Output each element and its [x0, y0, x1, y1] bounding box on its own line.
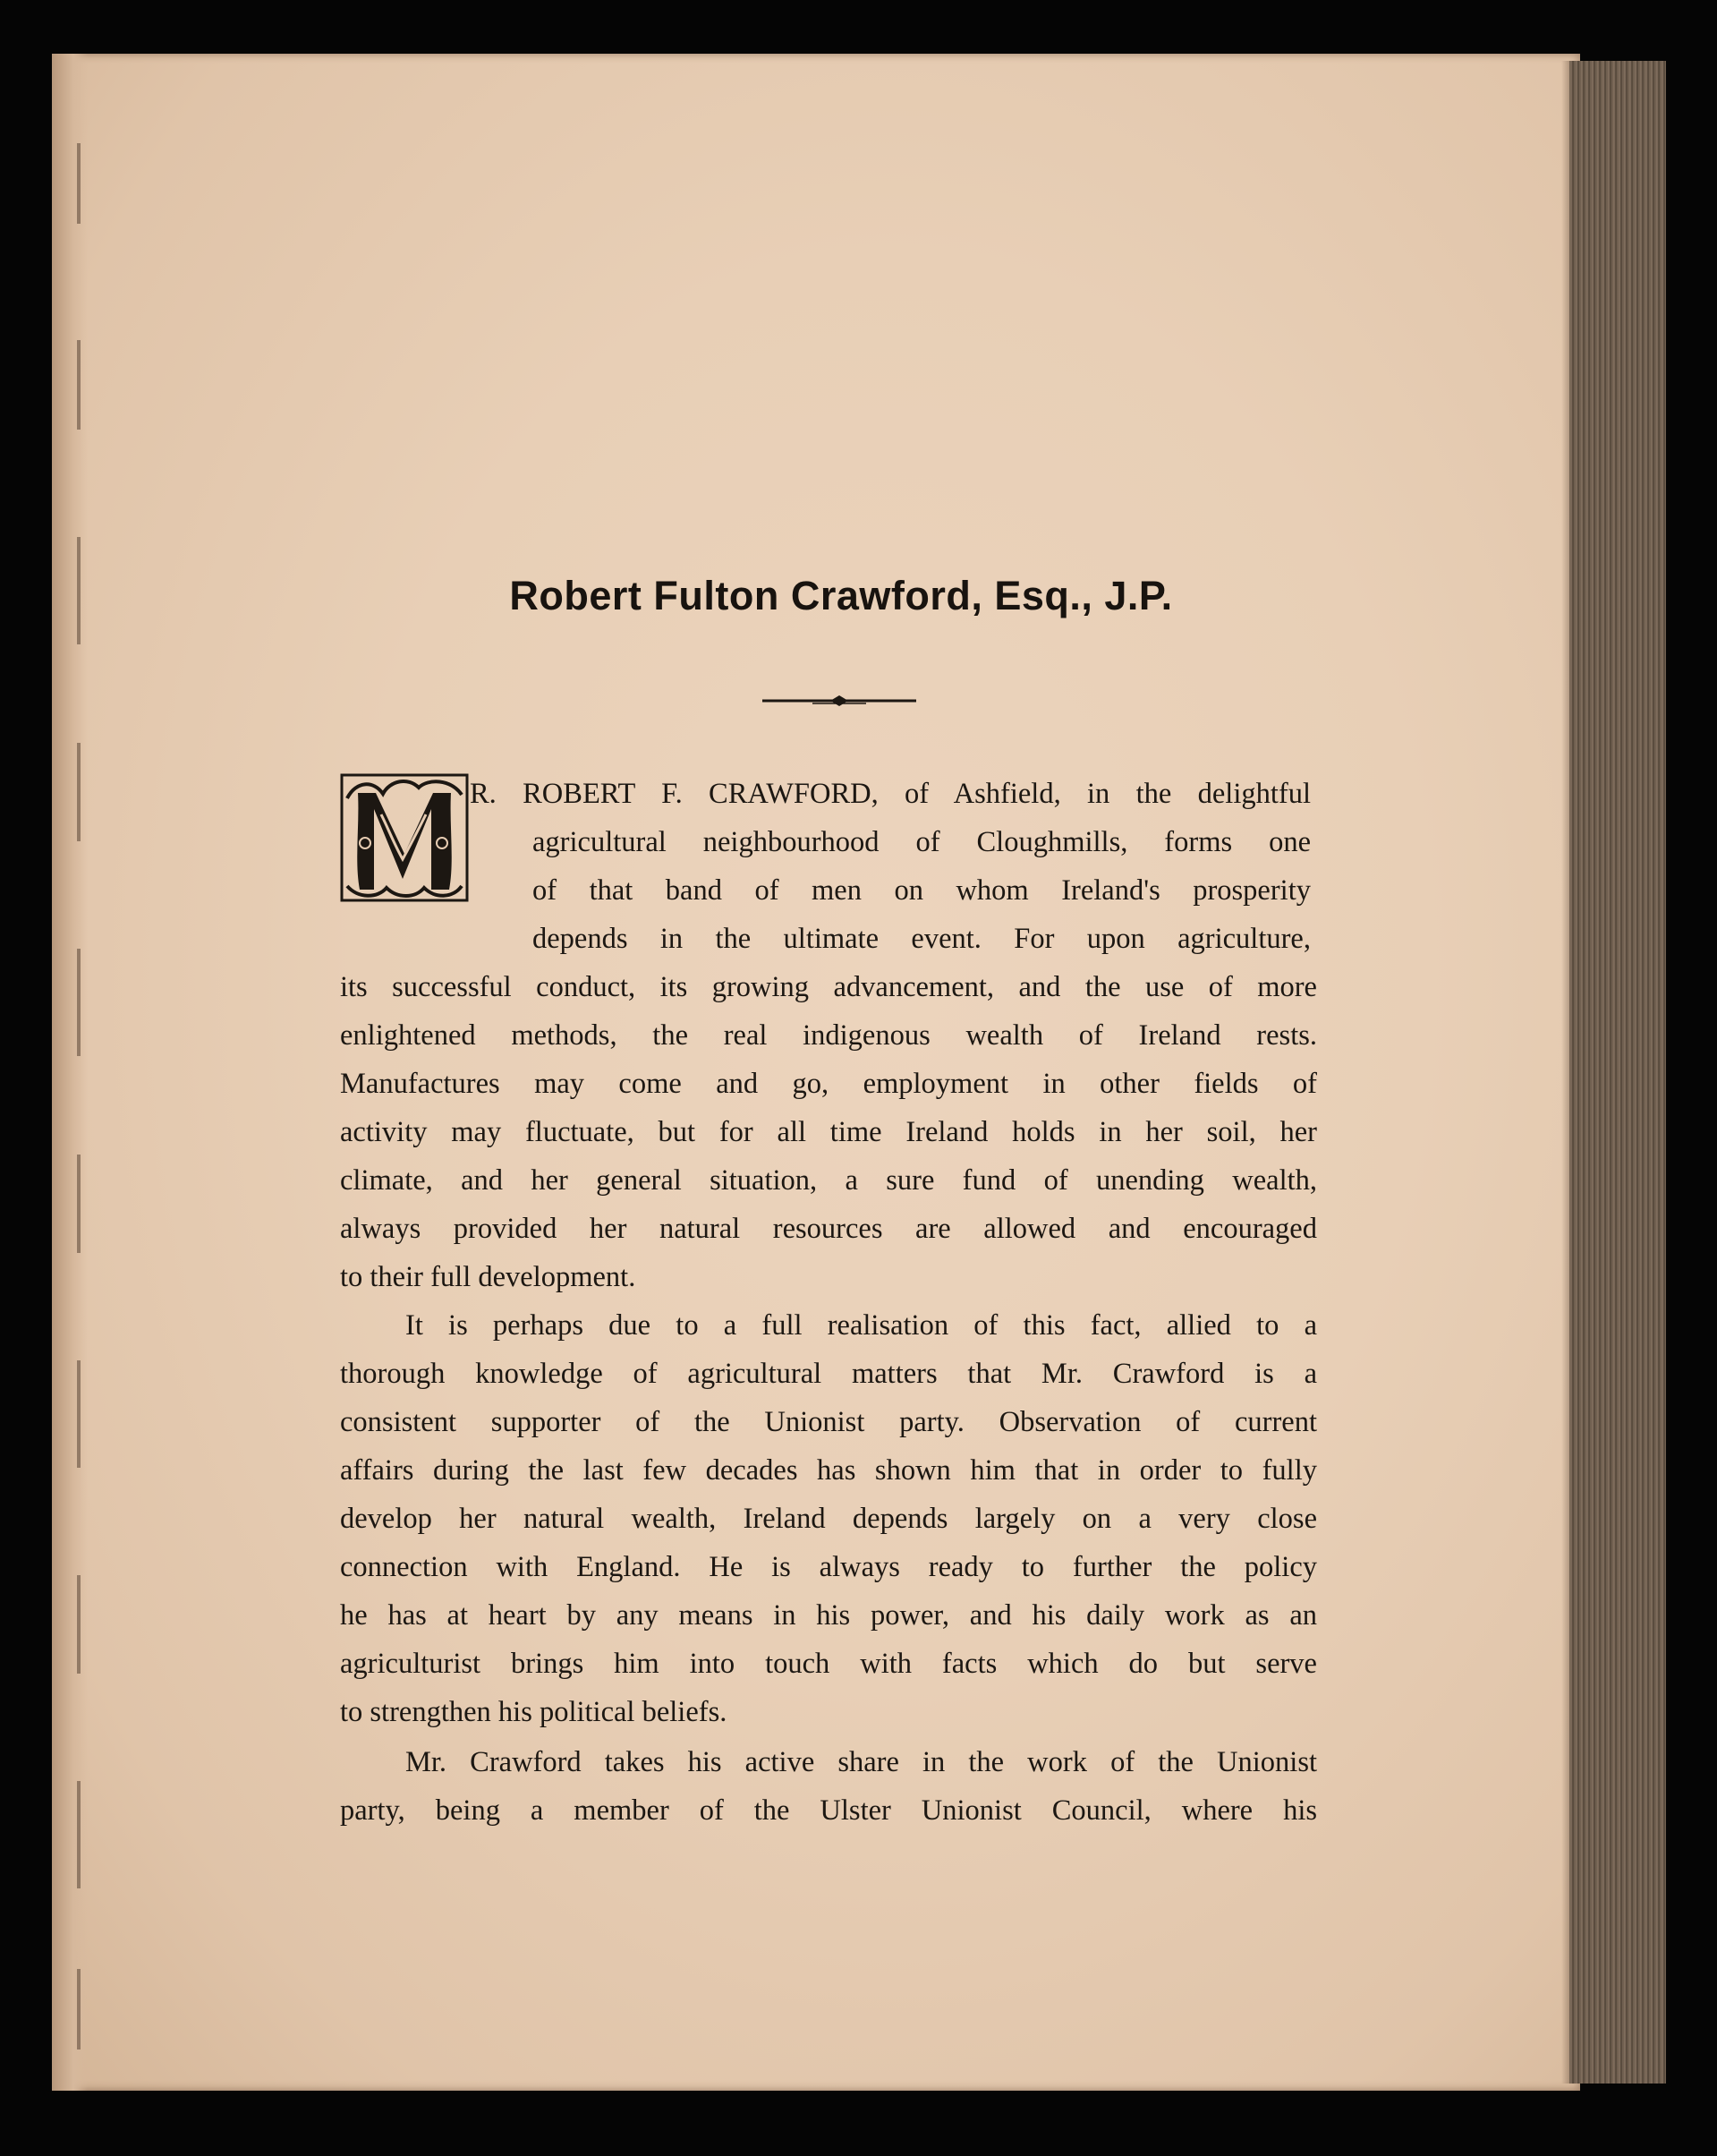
binding-stitch	[77, 1781, 81, 1888]
binding-stitch	[77, 1969, 81, 2049]
paragraph-line: affairs during the last few decades has shown him that in order to fully	[340, 1454, 1317, 1487]
paragraph-line: of that band of men on whom Ireland's prosperity	[532, 874, 1311, 907]
binding-stitch	[77, 143, 81, 224]
binding-stitch	[77, 949, 81, 1056]
binding-stitch	[77, 743, 81, 841]
paragraph-line: party, being a member of the Ulster Unionist Council, where his	[340, 1794, 1317, 1827]
paragraph-line: activity may fluctuate, but for all time Ireland holds in her soil, her	[340, 1116, 1317, 1148]
binding-stitch	[77, 537, 81, 644]
binding-stitch	[77, 1155, 81, 1253]
page-gutter	[52, 54, 88, 2091]
paragraph-line: thorough knowledge of agricultural matters that Mr. Crawford is a	[340, 1358, 1317, 1390]
paragraph-line: agriculturist brings him into touch with facts which do but serve	[340, 1648, 1317, 1680]
paragraph-line: to strengthen his political beliefs.	[340, 1696, 727, 1728]
paragraph-1-body	[340, 963, 1317, 1301]
paragraph-line: Manufactures may come and go, employment in other fields of	[340, 1068, 1317, 1100]
binding-stitch	[77, 1575, 81, 1674]
paragraph-line: develop her natural wealth, Ireland depends largely on a very close	[340, 1503, 1317, 1535]
dropcap-ornament	[338, 771, 471, 904]
paragraph-line: he has at heart by any means in his power, and his daily work as an	[340, 1599, 1317, 1632]
paragraph-line: depends in the ultimate event. For upon agriculture,	[532, 923, 1311, 955]
paragraph-line: consistent supporter of the Unionist party. Observation of current	[340, 1406, 1317, 1438]
paragraph-1-opening	[470, 770, 1311, 963]
paragraph-3	[340, 1738, 1317, 1835]
paragraph-line: always provided her natural resources are allowed and encouraged	[340, 1213, 1317, 1245]
title-divider-ornament	[762, 691, 916, 711]
paragraph-2	[340, 1301, 1317, 1736]
paragraph-line: to their full development.	[340, 1261, 636, 1293]
paragraph-line: Mr. Crawford takes his active share in the work of the Unionist	[405, 1746, 1317, 1778]
paragraph-line: It is perhaps due to a full realisation of this fact, allied to a	[405, 1309, 1317, 1342]
binding-stitch	[77, 340, 81, 430]
paragraph-line: R. ROBERT F. CRAWFORD, of Ashfield, in the delightful	[470, 778, 1311, 810]
paragraph-line: climate, and her general situation, a sure fund of unending wealth,	[340, 1164, 1317, 1197]
paragraph-line: its successful conduct, its growing advancement, and the use of more	[340, 971, 1317, 1003]
binding-stitch	[77, 1360, 81, 1468]
book-page-edges	[1569, 61, 1666, 2084]
paragraph-line: agricultural neighbourhood of Cloughmills, forms one	[532, 826, 1311, 858]
paragraph-line: enlightened methods, the real indigenous wealth of Ireland rests.	[340, 1019, 1317, 1052]
paragraph-line: connection with England. He is always ready to further the policy	[340, 1551, 1317, 1583]
page-title: Robert Fulton Crawford, Esq., J.P.	[509, 573, 1173, 618]
